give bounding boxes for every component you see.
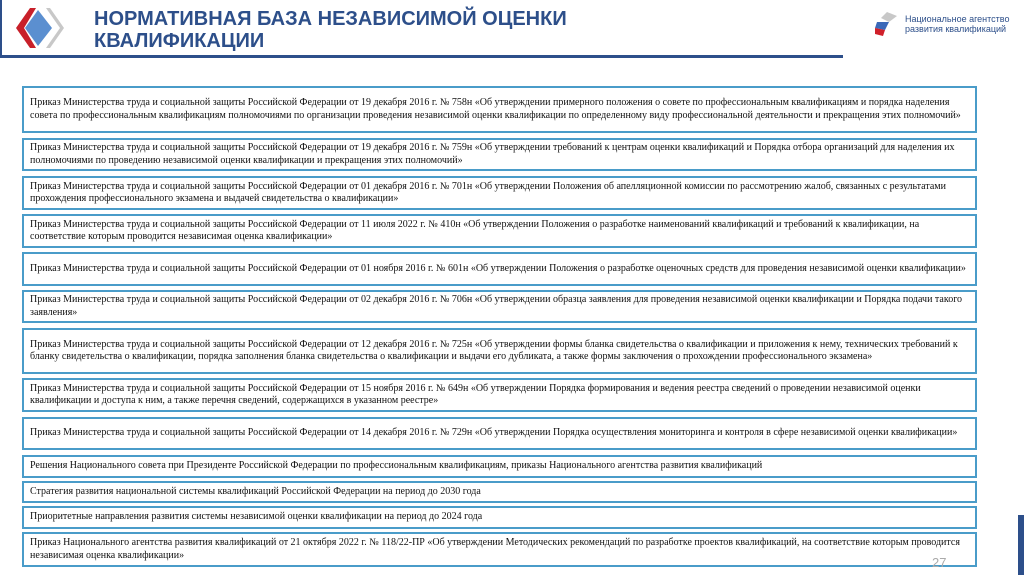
document-text: Приказ Министерства труда и социальной защиты Российской Федерации от 19 декабря 2016 г. № 758н «Об утверждении примерного положения о совете по профессиональным квалификациям и порядка наделения совета по профессиональным квалификациям полномочиями по организации проведения независимой оценки квалификации по определенному виду профессиональной деятельности и прекращения этих полномочий»: [30, 97, 961, 121]
page-number: 27: [932, 555, 947, 570]
document-text: Приказ Министерства труда и социальной защиты Российской Федерации от 15 ноября 2016 г. № 649н «Об утверждении Порядка формирования и ведения реестра сведений о проведении независимой оценки квалификации и доступа к ним, а также перечня сведений, содержащихся в указанном реестре»: [30, 382, 921, 406]
document-item: [22, 455, 977, 478]
document-item: [22, 252, 977, 286]
document-item: [22, 86, 977, 133]
document-item: [22, 506, 977, 529]
page-title: НОРМАТИВНАЯ БАЗА НЕЗАВИСИМОЙ ОЦЕНКИ КВАЛИФИКАЦИИ: [94, 8, 567, 52]
header: [0, 0, 845, 55]
document-item: [22, 176, 977, 210]
document-text: Приказ Министерства труда и социальной защиты Российской Федерации от 19 декабря 2016 г. № 759н «Об утверждении требований к центрам оценки квалификаций и Порядка отбора организаций для наделения их полномочиями по проведению независимой оценки квалификации и прекращения этих полномочий»: [30, 142, 955, 166]
logo-icon: [16, 8, 76, 48]
document-text: Решения Национального совета при Президенте Российской Федерации по профессиональным квалификациям, приказы Национального агентства развития квалификаций: [30, 460, 763, 472]
document-item: [22, 290, 977, 323]
document-text: Приказ Министерства труда и социальной защиты Российской Федерации от 02 декабря 2016 г. № 706н «Об утверждении образца заявления для проведения независимой оценки квалификации и Порядка подачи такого заявления»: [30, 294, 963, 318]
document-item: [22, 481, 977, 503]
document-text: Приоритетные направления развития системы независимой оценки квалификации на период до 2024 года: [30, 511, 483, 523]
brand-icon: [875, 12, 901, 36]
document-item: [22, 532, 977, 567]
document-text: Приказ Министерства труда и социальной защиты Российской Федерации от 14 декабря 2016 г. № 729н «Об утверждении Порядка осуществления мониторинга и контроля в сфере независимой оценки квалификации»: [30, 427, 958, 439]
side-accent-bar: [1018, 515, 1024, 575]
brand-line-2: развития квалификаций: [905, 24, 1007, 34]
document-item: [22, 138, 977, 171]
document-text: Приказ Министерства труда и социальной защиты Российской Федерации от 01 декабря 2016 г. № 701н «Об утверждении Положения об апелляционной комиссии по рассмотрению жалоб, связанных с результатами прохождения профессионального экзамена и выдачей свидетельства о квалификации»: [30, 180, 946, 204]
document-item: [22, 378, 977, 412]
document-text: Стратегия развития национальной системы квалификаций Российской Федерации на период до 2030 года: [30, 485, 481, 497]
header-divider: [0, 55, 843, 58]
brand-line-1: Национальное агентство: [905, 14, 1010, 24]
document-text: Приказ Министерства труда и социальной защиты Российской Федерации от 01 ноября 2016 г. № 601н «Об утверждении Положения о разработке оценочных средств для проведения независимой оценки квалификации»: [30, 262, 966, 274]
brand-logo: [875, 12, 1009, 36]
document-item: [22, 417, 977, 450]
document-text: Приказ Министерства труда и социальной защиты Российской Федерации от 11 июля 2022 г. № 410н «Об утверждении Положения о разработке наименований квалификаций и требований к квалификации, на соответствие которым проводится независимая оценка квалификации»: [30, 218, 920, 242]
document-item: [22, 328, 977, 374]
document-text: Приказ Министерства труда и социальной защиты Российской Федерации от 12 декабря 2016 г. № 725н «Об утверждении формы бланка свидетельства о квалификации и приложения к нему, технических требований к бланку свидетельства о квалификации, порядка заполнения бланка свидетельства о квалификации и выдачи его дубликата, а также формы заключения о прохождении профессионального экзамена»: [30, 338, 958, 362]
document-item: [22, 214, 977, 248]
document-text: Приказ Национального агентства развития квалификаций от 21 октября 2022 г. № 118/22-ПР «Об утверждении Методических рекомендаций по разработке проектов квалификаций, на соответствие которым проводится независимая оценка квалификации»: [30, 537, 960, 561]
